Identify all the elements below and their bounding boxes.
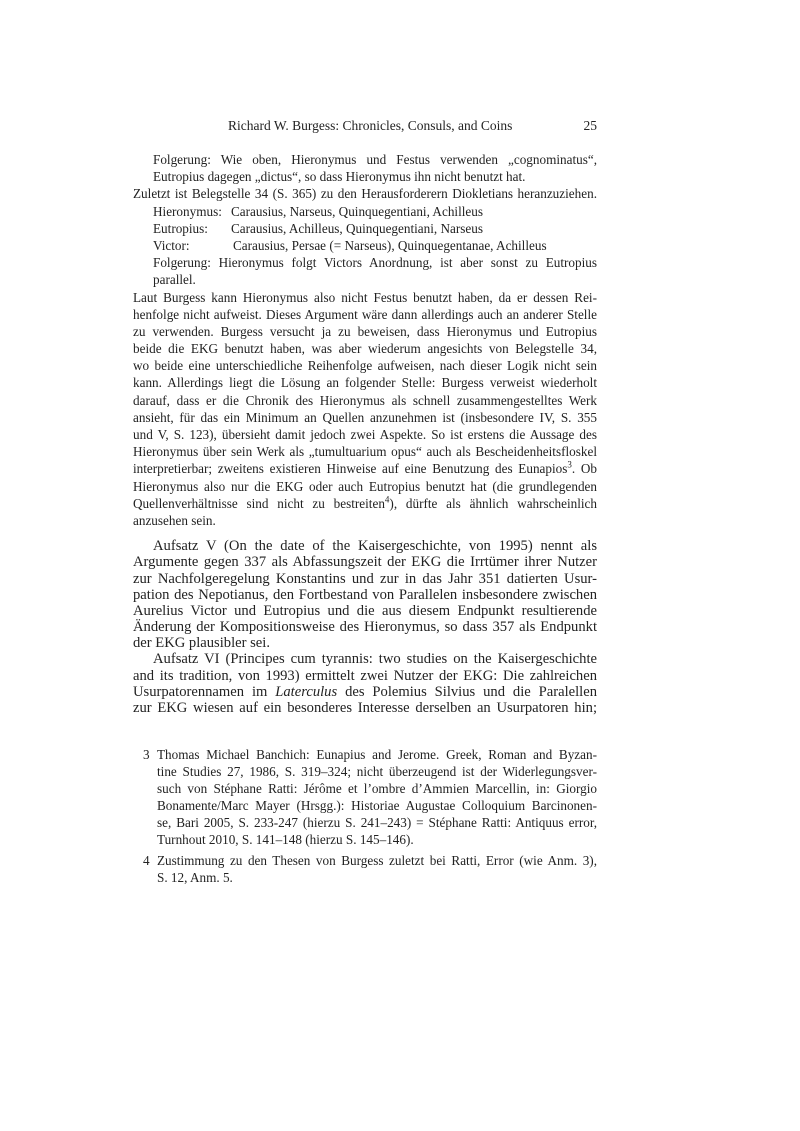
running-header xyxy=(133,118,597,136)
text-segment: Quellenverhältnisse sind nicht zu bestreiten xyxy=(133,495,385,511)
intro-line: Zuletzt ist Belegstelle 34 (S. 365) zu den Herausforderern Diokletians heranzuziehen. xyxy=(133,186,597,202)
footnote-line: such von Stéphane Ratti: Jérôme et l’ombre d’Ammien Marcellin, in: Giorgio xyxy=(157,781,597,797)
text-line: kann. Allerdings liegt die Lösung an folgender Stelle: Burgess verweist wiederholt xyxy=(133,375,597,391)
paragraph-3 xyxy=(133,651,597,716)
text-line: Aufsatz VI (Principes cum tyrannis: two studies on the Kaisergeschichte xyxy=(153,651,597,668)
text-line: henfolge nicht aufweist. Dieses Argument wäre dann allerdings auch an anderer Stelle xyxy=(133,306,597,322)
text-segment: . Ob xyxy=(571,461,597,477)
text-segment: interpretierbar; zweitens existieren Hinweise auf eine Benutzung des Eunapios xyxy=(133,461,568,477)
text-line: der EKG plausibler sei. xyxy=(133,635,270,652)
paragraph-2 xyxy=(133,538,597,651)
footnote-ref[interactable]: 4 xyxy=(384,494,390,505)
row-text: Carausius, Achilleus, Quinquegentiani, Narseus xyxy=(231,220,483,236)
footnote-3 xyxy=(133,746,597,848)
comparison-block xyxy=(133,151,597,289)
footnote-line: se, Bari 2005, S. 233-247 (hierzu S. 241–243) = Stéphane Ratti: Antiquus error, xyxy=(157,815,597,831)
text-line: pation des Nepotianus, den Fortbestand von Parallelen insbesondere zwischen xyxy=(133,586,597,603)
conclusion-line: Folgerung: Wie oben, Hieronymus und Festus verwenden „cognominatus“, xyxy=(153,152,597,167)
text-line xyxy=(133,460,597,477)
comparison-row xyxy=(133,203,597,220)
footnote-line: S. 12, Anm. 5. xyxy=(157,870,233,886)
footnote-line: Thomas Michael Banchich: Eunapius and Jerome. Greek, Roman and Byzan- xyxy=(157,747,597,763)
text-line: Änderung der Kompositionsweise des Hieronymus, so dass 357 als Endpunkt xyxy=(133,619,597,636)
page-body xyxy=(133,151,597,890)
text-line: ansieht, für das ein Minimum an Quellen anzunehmen ist (insbesondere IV, S. 355 xyxy=(133,409,597,425)
text-segment: ), dürfte als ähnlich wahrscheinlich xyxy=(389,495,598,511)
footnote-line: Turnhout 2010, S. 141–148 (hierzu S. 145–146). xyxy=(157,832,414,848)
page-number: 25 xyxy=(583,118,597,133)
footnote-ref[interactable]: 3 xyxy=(567,459,572,470)
footnote-line: tine Studies 27, 1986, S. 319–324; nicht überzeugend ist der Widerlegungsver- xyxy=(157,764,597,780)
text-line: Aufsatz V (On the date of the Kaisergeschichte, von 1995) nennt als xyxy=(153,538,597,555)
footnote-line: Bonamente/Marc Mayer (Hrsgg.): Historiae Augustae Colloquium Barcinonen- xyxy=(157,798,597,814)
text-line: beide die EKG benutzt haben, was aber wiederum angesichts von Belegstelle 34, xyxy=(133,341,597,357)
text-line: zur EKG wiesen auf ein besonderes Interesse derselben an Usurpatoren hin; xyxy=(133,700,597,716)
italic-title: Laterculus xyxy=(275,683,338,700)
text-segment: des Polemius Silvius und die Paralellen xyxy=(337,683,597,700)
paragraph-1 xyxy=(133,289,597,530)
text-line: and its tradition, von 1993) ermittelt zwei Nutzer der EKG: Die zahlreichen xyxy=(133,667,597,684)
text-line: anzusehen sein. xyxy=(133,512,216,528)
text-line: zur Nachfolgeregelung Konstantins und zur in das Jahr 351 datierten Usur- xyxy=(133,570,597,587)
conclusion-line: Folgerung: Hieronymus folgt Victors Anordnung, ist aber sonst zu Eutropius xyxy=(153,255,597,271)
text-line xyxy=(133,684,597,700)
conclusion-line: Eutropius dagegen „dictus“, so dass Hieronymus ihn nicht benutzt hat. xyxy=(153,169,526,185)
comparison-row xyxy=(133,220,597,237)
text-line: Hieronymus also nur die EKG oder auch Eutropius benutzt hat (die grundlegenden xyxy=(133,478,597,494)
comparison-row xyxy=(133,237,597,254)
text-line: zu verwenden. Burgess versucht ja zu beweisen, dass Hieronymus und Eutropius xyxy=(133,323,597,339)
row-text: Carausius, Narseus, Quinquegentiani, Achilleus xyxy=(231,203,483,219)
text-line: Laut Burgess kann Hieronymus also nicht Festus benutzt haben, da er dessen Rei- xyxy=(133,289,597,305)
text-line: darauf, dass er die Chronik des Hieronymus als schnell zusammengestelltes Werk xyxy=(133,392,597,408)
row-text: Carausius, Persae (= Narseus), Quinquegentanae, Achilleus xyxy=(233,237,547,253)
footnote-number: 4 xyxy=(143,853,150,869)
footnote-line: Zustimmung zu den Thesen von Burgess zuletzt bei Ratti, Error (wie Anm. 3), xyxy=(157,853,597,869)
text-segment: Usurpatorennamen im xyxy=(133,683,276,700)
conclusion-line: parallel. xyxy=(153,272,196,288)
text-line: wo beide eine unterschiedliche Reihenfolge aufweisen, nach dieser Logik nicht sein xyxy=(133,358,597,374)
row-label: Eutropius: xyxy=(153,220,208,236)
text-line: Argumente gegen 337 als Abfassungszeit der EKG die Irrtümer ihrer Nutzer xyxy=(133,554,597,571)
text-line: Aurelius Victor und Eutropius und die aus diesem Endpunkt resultierende xyxy=(133,602,597,619)
running-title: Richard W. Burgess: Chronicles, Consuls, and Coins xyxy=(228,118,513,133)
footnote-number: 3 xyxy=(143,747,150,763)
text-line xyxy=(133,495,597,512)
row-label: Victor: xyxy=(153,237,190,253)
row-label: Hieronymus: xyxy=(153,203,222,219)
footnote-4 xyxy=(133,852,597,886)
text-line: und V, S. 123), übersieht damit jedoch zwei Aspekte. So ist erstens die Aussage des xyxy=(133,427,597,442)
text-line: Hieronymus über sein Werk als „tumultuarium opus“ auch als Bescheidenheitsfloskel xyxy=(133,444,597,460)
footnotes xyxy=(133,746,597,886)
